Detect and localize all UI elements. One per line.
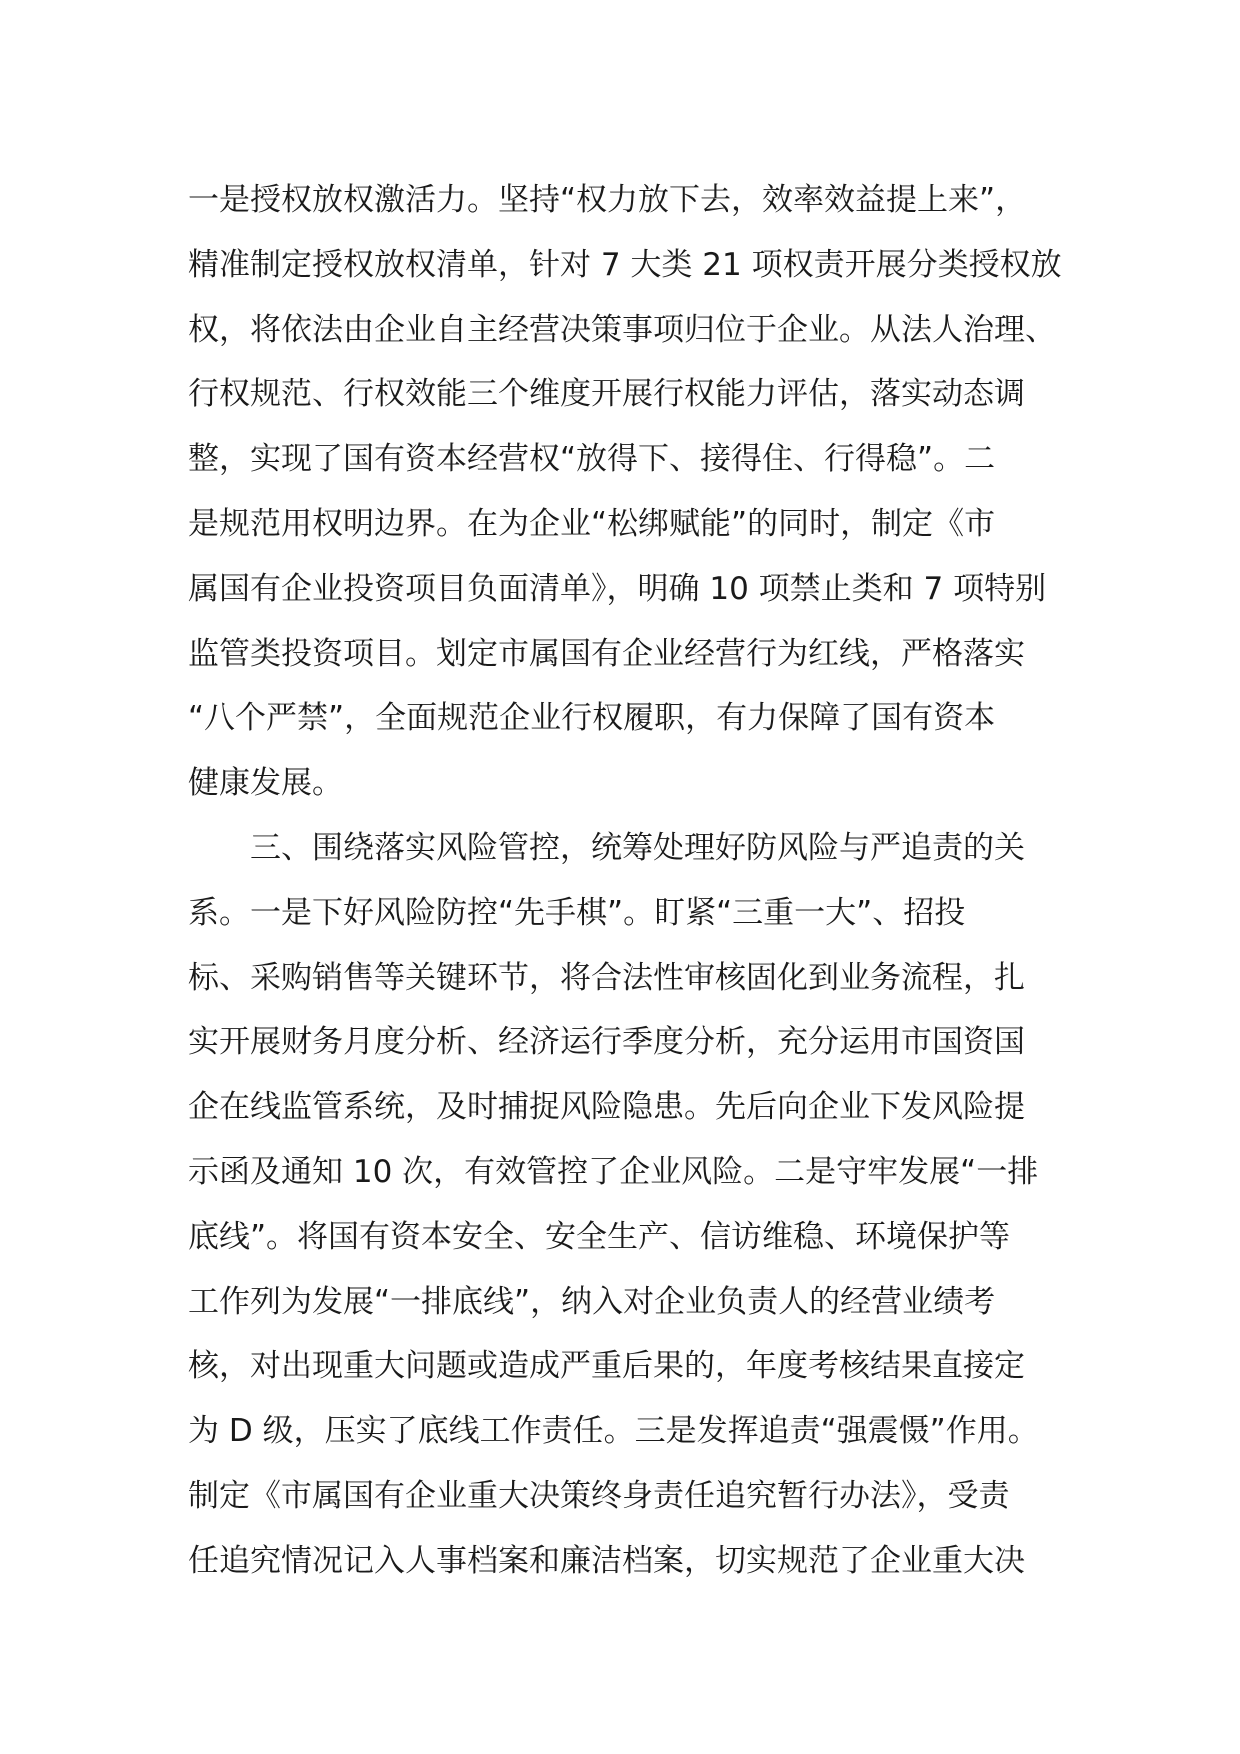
text-line: 工作列为发展“一排底线”，纳入对企业负责人的经营业绩考 bbox=[188, 1283, 996, 1320]
text-line: 健康发展。 bbox=[188, 765, 343, 802]
text-line: 企在线监管系统，及时捕捉风险隐患。先后向企业下发风险提 bbox=[188, 1089, 1025, 1126]
text-line: 一是授权放权激活力。坚持“权力放下去，效率效益提上来”， bbox=[188, 182, 1027, 218]
text-line: 权，将依法由企业自主经营决策事项归位于企业。从法人治理、 bbox=[188, 311, 1056, 348]
text-line: 是规范用权明边界。在为企业“松绑赋能”的同时，制定《市 bbox=[188, 505, 996, 542]
body-text bbox=[188, 168, 1068, 1594]
text-line: 制定《市属国有企业重大决策终身责任追究暂行办法》，受责 bbox=[188, 1477, 1010, 1514]
text-line: 核，对出现重大问题或造成严重后果的，年度考核结果直接定 bbox=[188, 1348, 1025, 1385]
text-line: 监管类投资项目。划定市属国有企业经营行为红线，严格落实 bbox=[188, 635, 1025, 672]
text-line: 属国有企业投资项目负面清单》，明确 10 项禁止类和 7 项特别 bbox=[188, 570, 1047, 607]
text-line: 精准制定授权放权清单，针对 7 大类 21 项权责开展分类授权放 bbox=[188, 246, 1062, 283]
text-line: 任追究情况记入人事档案和廉洁档案，切实规范了企业重大决 bbox=[188, 1542, 1025, 1579]
text-line: “八个严禁”，全面规范企业行权履职，有力保障了国有资本 bbox=[188, 700, 996, 737]
text-line: 整，实现了国有资本经营权“放得下、接得住、行得稳”。二 bbox=[188, 441, 996, 478]
text-line: 实开展财务月度分析、经济运行季度分析，充分运用市国资国 bbox=[188, 1024, 1025, 1061]
text-line: 为 D 级，压实了底线工作责任。三是发挥追责“强震慑”作用。 bbox=[188, 1413, 1039, 1450]
text-line: 标、采购销售等关键环节，将合法性审核固化到业务流程，扎 bbox=[188, 959, 1025, 996]
text-line: 底线”。将国有资本安全、安全生产、信访维稳、环境保护等 bbox=[188, 1218, 1011, 1255]
text-line: 系。一是下好风险防控“先手棋”。盯紧“三重一大”、招投 bbox=[188, 894, 966, 931]
text-line: 示函及通知 10 次，有效管控了企业风险。二是守牢发展“一排 bbox=[188, 1153, 1039, 1190]
text-line: 行权规范、行权效能三个维度开展行权能力评估，落实动态调 bbox=[188, 376, 1025, 413]
section-heading-line: 三、围绕落实风险管控，统筹处理好防风险与严追责的关 bbox=[250, 829, 1025, 866]
